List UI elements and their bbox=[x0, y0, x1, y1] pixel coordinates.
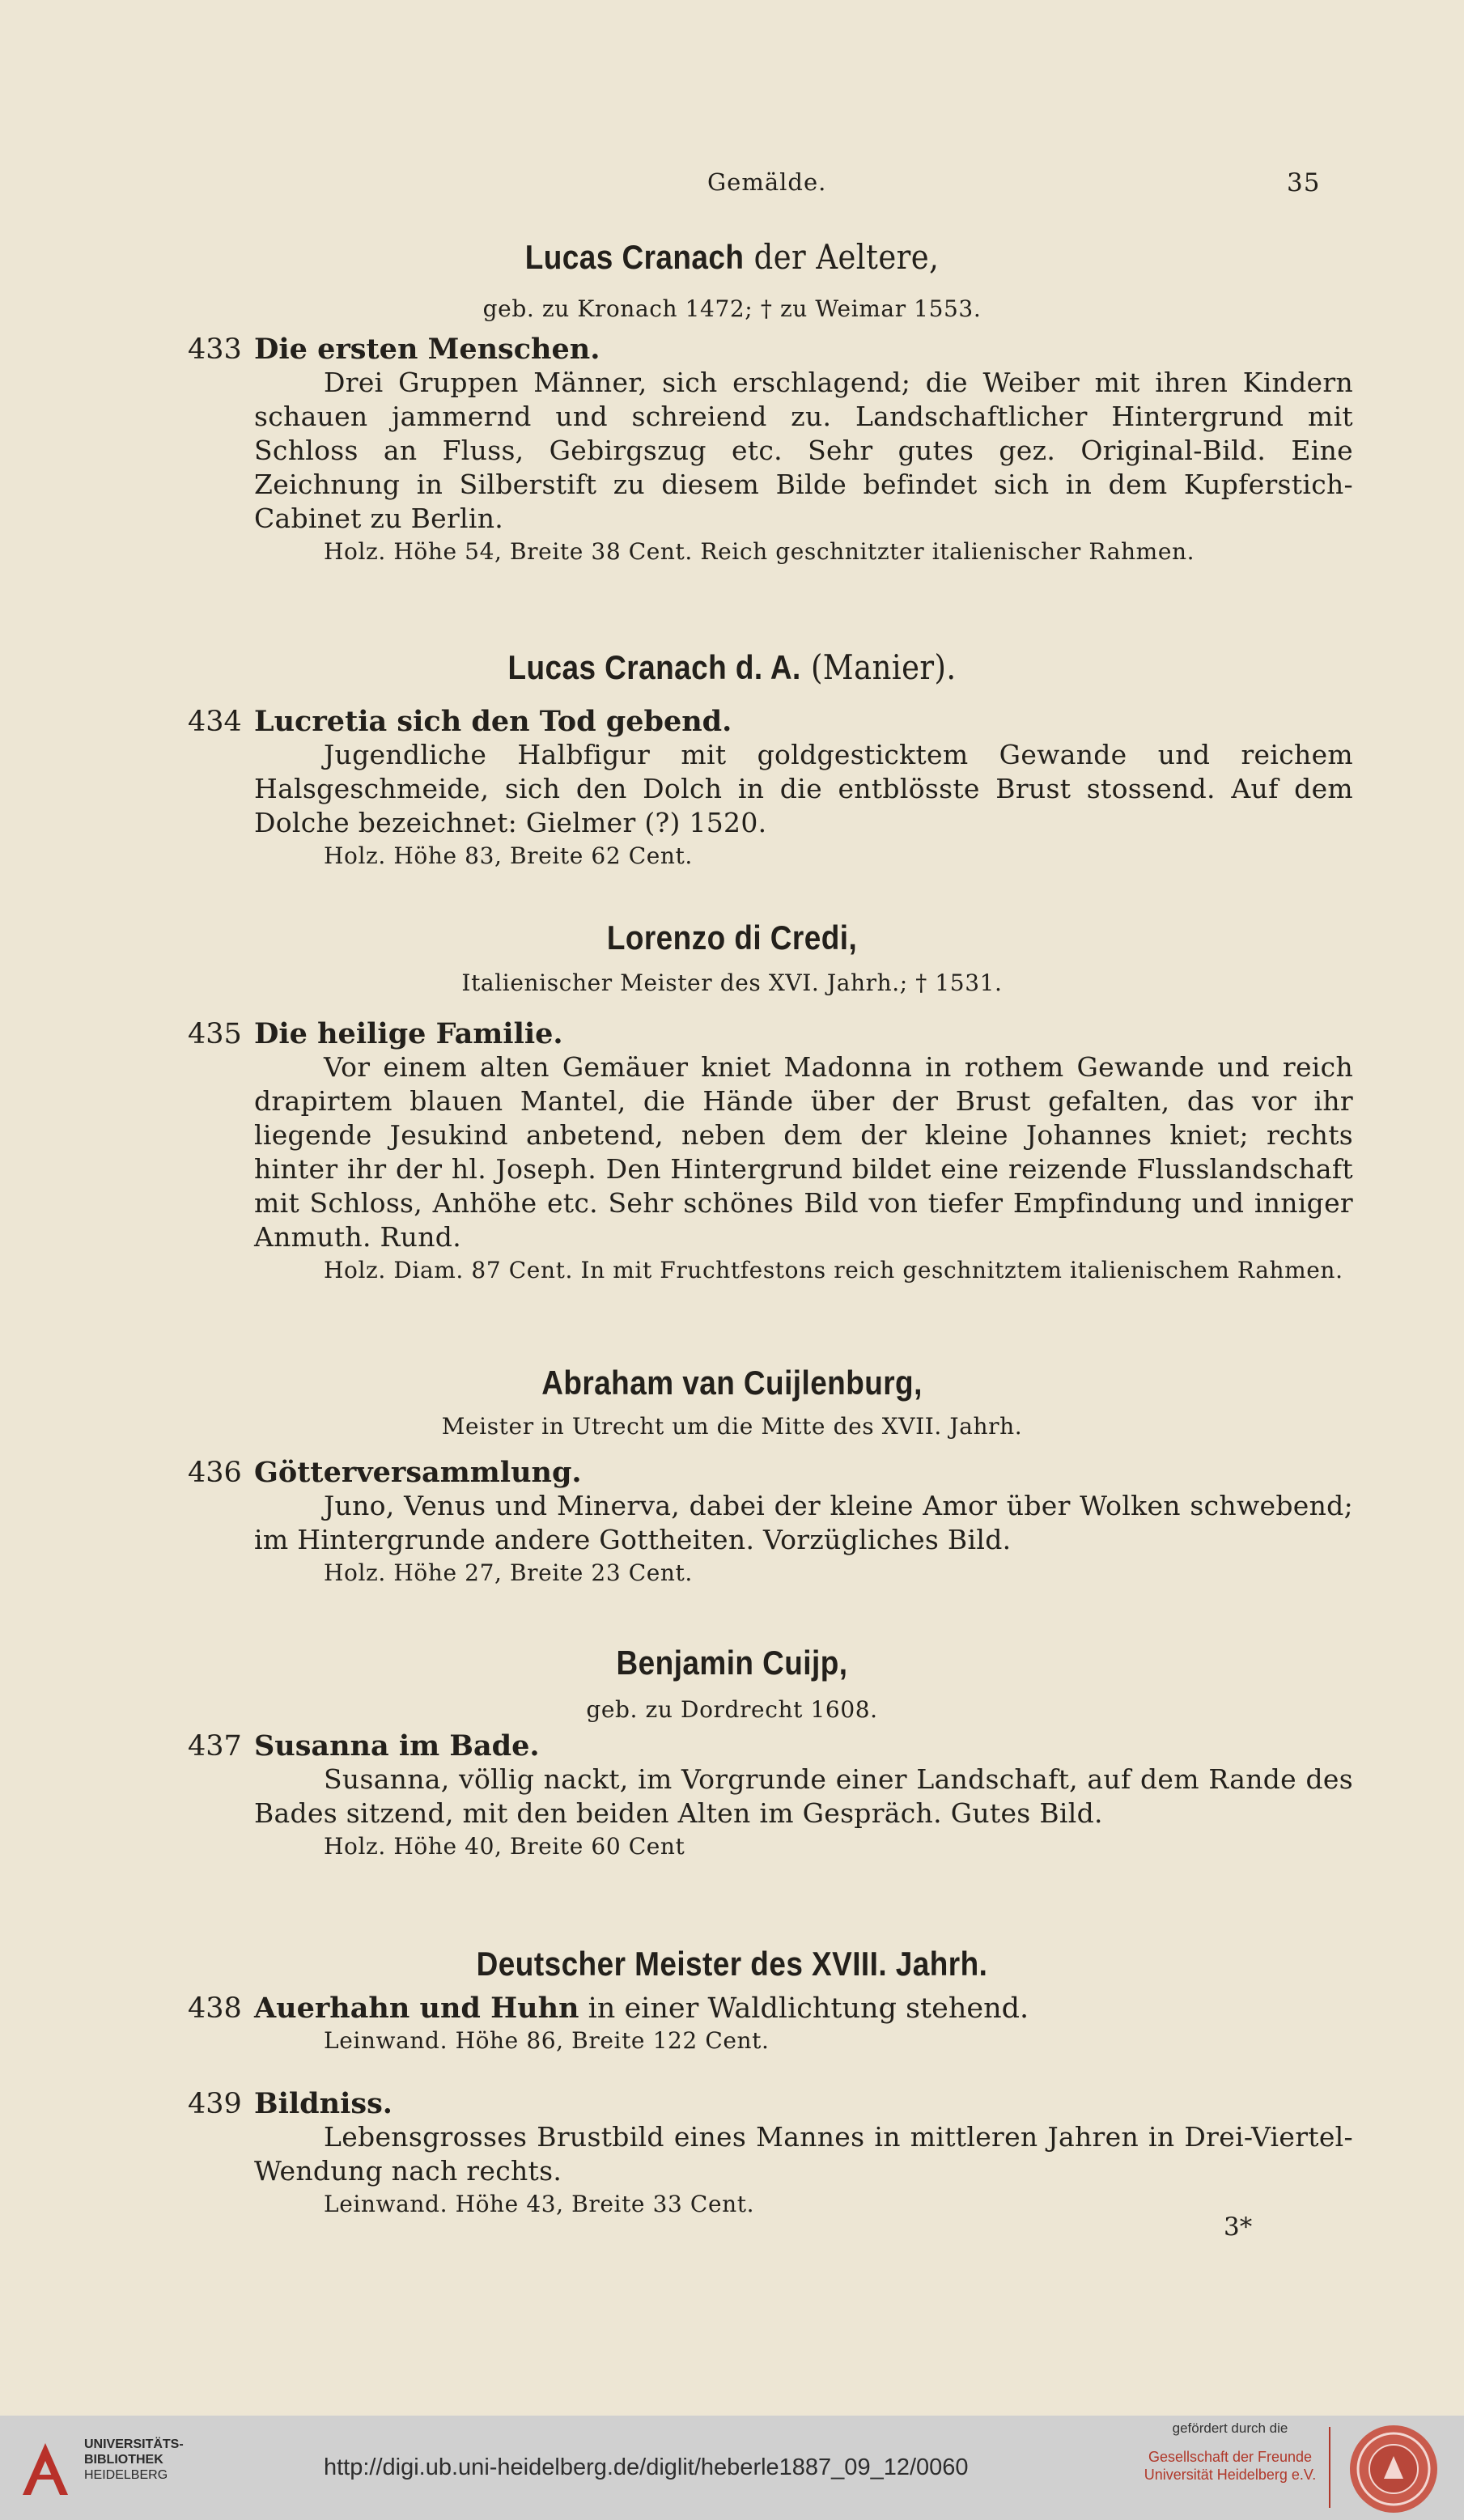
university-seal-icon bbox=[1347, 2422, 1441, 2516]
artist-heading: Lorenzo di Credi, bbox=[606, 918, 858, 957]
page-number: 35 bbox=[1287, 168, 1321, 197]
entry-meta: Holz. Höhe 40, Breite 60 Cent bbox=[324, 1833, 685, 1860]
entry-meta: Leinwand. Höhe 43, Breite 33 Cent. bbox=[324, 2191, 755, 2217]
entry-title-tail: in einer Waldlichtung stehend. bbox=[579, 1992, 1029, 2025]
entry-description: Drei Gruppen Männer, sich erschlagend; die Weiber mit ihren Kindern schauen jammernd und schreiend zu. Landschaftlicher Hintergrund mit Schloss an Fluss, Gebirgszug etc. Sehr gutes gez. Original-Bild. Eine Zeichnung in Silberstift zu diesem Bilde befindet sich in dem Kupferstich-Cabinet zu Berlin. bbox=[254, 367, 1353, 534]
catalog-entry-434 bbox=[188, 706, 1353, 872]
catalog-entry-438 bbox=[188, 1992, 1353, 2057]
entry-number: 436 bbox=[188, 1457, 242, 1489]
entry-title: Die heilige Familie. bbox=[254, 1017, 563, 1050]
entry-description: Vor einem alten Gemäuer kniet Madonna in rothem Gewande und reich drapirtem blauen Mantel, die Hände über der Brust gefalten, das vor ihr liegende Jesukind anbetend, neben dem der kleine Johannes kniet; rechts hinter ihr der hl. Joseph. Den Hintergrund bildet eine reizende Flusslandschaft mit Schloss, Anhöhe etc. Sehr schönes Bild von tiefer Empfindung und inniger Anmuth. Rund. bbox=[254, 1051, 1353, 1253]
artist-subtitle: geb. zu Kronach 1472; † zu Weimar 1553. bbox=[482, 295, 982, 322]
entry-meta: Holz. Höhe 54, Breite 38 Cent. Reich geschnitzter italienischer Rahmen. bbox=[324, 538, 1195, 565]
entry-number: 435 bbox=[188, 1018, 242, 1050]
artist-heading: Abraham van Cuijlenburg, bbox=[541, 1364, 923, 1402]
entry-title: Die ersten Menschen. bbox=[254, 333, 600, 366]
footer-bar bbox=[0, 2416, 1464, 2520]
artist-heading: Deutscher Meister des XVIII. Jahrh. bbox=[476, 1945, 988, 1983]
entry-meta: Holz. Höhe 27, Breite 23 Cent. bbox=[324, 1559, 693, 1586]
artist-subtitle: Italienischer Meister des XVI. Jahrh.; † 1531. bbox=[461, 969, 1003, 996]
running-head-title: Gemälde. bbox=[707, 168, 827, 196]
entry-title: Lucretia sich den Tod gebend. bbox=[254, 705, 732, 738]
artist-subtitle: Meister in Utrecht um die Mitte des XVII. Jahrh. bbox=[441, 1413, 1023, 1440]
entry-number: 434 bbox=[188, 706, 242, 738]
entry-title: Susanna im Bade. bbox=[254, 1729, 540, 1763]
divider bbox=[1329, 2427, 1330, 2508]
entry-number: 437 bbox=[188, 1730, 242, 1763]
entry-description: Jugendliche Halbfigur mit goldgesticktem Gewande und reichem Halsgeschmeide, sich den Dolch in die entblösste Brust stossend. Auf dem Dolche bezeichnet: Gielmer (?) 1520. bbox=[254, 739, 1353, 838]
entry-number: 433 bbox=[188, 333, 242, 366]
artist-heading: Benjamin Cuijp, bbox=[616, 1644, 848, 1682]
signature-mark: 3* bbox=[1224, 2212, 1253, 2242]
catalog-entry-433 bbox=[188, 333, 1353, 568]
catalog-entry-436 bbox=[188, 1457, 1353, 1589]
entry-title: Bildniss. bbox=[254, 2087, 393, 2120]
university-library-logo-icon bbox=[11, 2435, 79, 2503]
entry-description: Lebensgrosses Brustbild eines Mannes in mittleren Jahren in Drei-Viertel-Wendung nach rechts. bbox=[254, 2121, 1353, 2187]
artist-heading: Lucas Cranach der Aeltere, bbox=[524, 237, 940, 277]
entry-meta: Holz. Diam. 87 Cent. In mit Fruchtfestons reich geschnitztem italienischem Rahmen. bbox=[324, 1257, 1343, 1283]
entry-number: 438 bbox=[188, 1992, 242, 2025]
entry-number: 439 bbox=[188, 2088, 242, 2120]
entry-description: Juno, Venus und Minerva, dabei der kleine Amor über Wolken schwebend; im Hintergrunde andere Gottheiten. Vorzügliches Bild. bbox=[254, 1490, 1353, 1555]
entry-title: Auerhahn und Huhn bbox=[254, 1992, 579, 2025]
entry-description: Susanna, völlig nackt, im Vorgrunde einer Landschaft, auf dem Rande des Bades sitzend, mit den beiden Alten im Gespräch. Gutes Bild. bbox=[254, 1763, 1353, 1829]
catalog-entry-435 bbox=[188, 1018, 1353, 1287]
permalink-url[interactable]: http://digi.ub.uni-heidelberg.de/diglit/heberle1887_09_12/0060 bbox=[324, 2454, 969, 2480]
entry-title: Götterversammlung. bbox=[254, 1456, 582, 1489]
artist-subtitle: geb. zu Dordrecht 1608. bbox=[586, 1696, 878, 1723]
sponsor-block: gefördert durch die Gesellschaft der Freunde Universität Heidelberg e.V. bbox=[1144, 2420, 1317, 2483]
library-name: UNIVERSITÄTS- BIBLIOTHEK HEIDELBERG bbox=[84, 2437, 184, 2482]
entry-meta: Leinwand. Höhe 86, Breite 122 Cent. bbox=[324, 2027, 770, 2054]
catalog-entry-439 bbox=[188, 2088, 1353, 2221]
artist-heading: Lucas Cranach d. A. (Manier). bbox=[507, 647, 957, 687]
catalog-entry-437 bbox=[188, 1730, 1353, 1863]
entry-meta: Holz. Höhe 83, Breite 62 Cent. bbox=[324, 842, 693, 869]
